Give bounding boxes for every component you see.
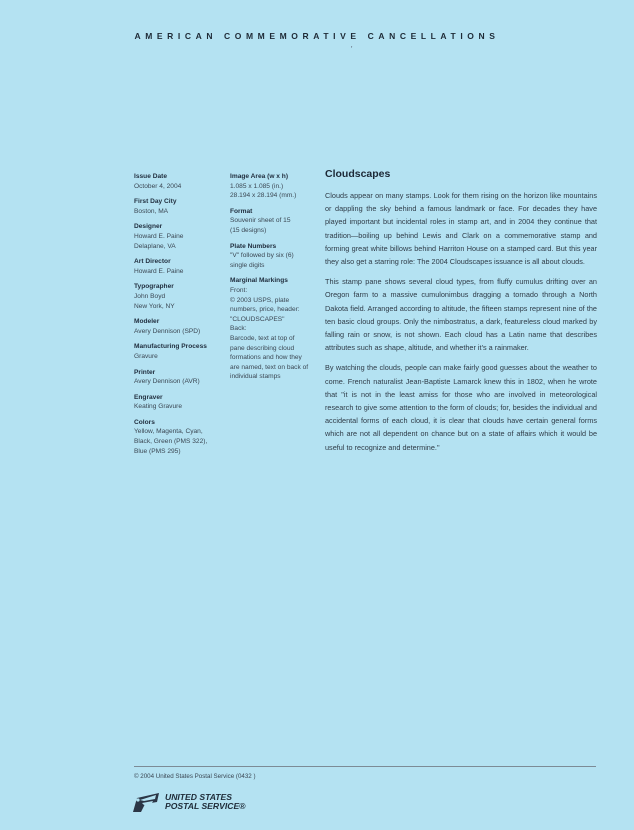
- spec-block: [134, 393, 226, 412]
- spec-label: Format: [230, 207, 253, 215]
- spec-block: [230, 242, 312, 271]
- spec-value: © 2003 USPS, plate: [230, 296, 290, 304]
- spec-value: Boston, MA: [134, 207, 169, 215]
- usps-logo: [131, 790, 246, 814]
- spec-block: [134, 282, 226, 311]
- spec-value: "CLOUDSCAPES": [230, 315, 285, 323]
- spec-label: Typographer: [134, 283, 174, 291]
- spec-label: Designer: [134, 223, 163, 231]
- spec-value: Avery Dennison (AVR): [134, 378, 200, 386]
- spec-value: (15 designs): [230, 226, 267, 234]
- article-paragraph: This stamp pane shows several cloud types, from fluffy cumulus drifting over an Oregon farm to a massive cumulonimbus dragging a tornado through a North Dakota field. Arranged according to altitude, the fifteen stamps represent nine of the ten basic cloud groups. Only the nimbostratus, a dark, featureless cloud marked by falling rain or snow, is not shown. Each cloud has a Latin name that describes attributes such as shape, altitude, and whether it's a rainmaker.: [325, 277, 597, 353]
- spec-block: [230, 172, 312, 201]
- spec-value: single digits: [230, 261, 265, 269]
- copyright-notice: © 2004 United States Postal Service (0432 ): [134, 773, 256, 780]
- spec-block: [134, 222, 226, 251]
- spec-value: Howard E. Paine: [134, 232, 184, 240]
- spec-label: Issue Date: [134, 173, 167, 180]
- specs-left-column: [134, 172, 226, 462]
- spec-label: Modeler: [134, 318, 160, 326]
- spec-block: [134, 317, 226, 336]
- article-paragraph: By watching the clouds, people can make fairly good guesses about the weather to come. French naturalist Jean-Baptiste Lamarck knew this in 1802, when he wrote that "it is not in the least amiss for those who are involved in meteorological research to give some attention to the form of clouds; for, besides the individual and accidental forms of each cloud, it is clear that clouds have certain general forms which are not all dependent on chance but on a state of affairs which it would be useful to recognize and determine.": [325, 363, 597, 452]
- spec-block: [230, 276, 312, 382]
- spec-value: John Boyd: [134, 292, 166, 300]
- spec-label: First Day City: [134, 198, 177, 206]
- spec-value: Howard E. Paine: [134, 267, 184, 275]
- spec-value: are named, text on back of: [230, 363, 309, 371]
- spec-value: 1.085 x 1.085 (in.): [230, 182, 284, 190]
- spec-value: New York, NY: [134, 302, 175, 310]
- spec-label: Plate Numbers: [230, 242, 277, 250]
- spec-value: individual stamps: [230, 373, 281, 381]
- spec-block: [134, 418, 226, 456]
- footer-divider: [134, 766, 596, 767]
- article-paragraph: Clouds appear on many stamps. Look for them rising on the horizon like mountains or dappling the sky behind a famous landmark or face. For decades they have played important but incidental roles in stamp art, and in 2004 they continue that tradition—boiling up behind Lewis and Clark on a commemorative stamp and forming great white billows behind Harriton House on a stamped card. But this year they also get a starring role: The 2004 Cloudscapes issuance is all about clouds.: [325, 191, 597, 267]
- series-title: AMERICAN COMMEMORATIVE CANCELLATIONS: [134, 31, 500, 41]
- spec-value: October 4, 2004: [134, 182, 182, 190]
- spec-value: Keating Gravure: [134, 403, 183, 411]
- spec-label: Colors: [134, 418, 155, 426]
- spec-value: Black, Green (PMS 322),: [134, 438, 208, 446]
- spec-block: [230, 207, 312, 236]
- specs-right-column: [230, 172, 312, 388]
- spec-label: Marginal Markings: [230, 277, 288, 285]
- spec-value: Back:: [230, 325, 247, 333]
- logo-line-1: UNITED STATES: [165, 792, 232, 802]
- eagle-icon: [131, 790, 161, 814]
- article: [325, 168, 597, 461]
- spec-value: "V" followed by six (6): [230, 252, 294, 260]
- spec-value: Souvenir sheet of 15: [230, 217, 291, 225]
- spec-label: Image Area (w x h): [230, 173, 289, 180]
- spec-label: Printer: [134, 368, 156, 376]
- spec-value: Avery Dennison (SPD): [134, 327, 201, 335]
- spec-value: 28.194 x 28.194 (mm.): [230, 192, 297, 200]
- spec-value: formations and how they: [230, 354, 302, 362]
- spec-value: Barcode, text at top of: [230, 334, 295, 342]
- spec-block: [134, 197, 226, 216]
- logo-line-2: POSTAL SERVICE®: [165, 801, 246, 811]
- spec-value: pane describing cloud: [230, 344, 295, 352]
- usps-wordmark: [165, 793, 246, 811]
- spec-value: Blue (PMS 295): [134, 447, 181, 455]
- spec-block: [134, 257, 226, 276]
- spec-block: [134, 368, 226, 387]
- spec-value: numbers, price, header:: [230, 306, 300, 314]
- spec-label: Art Director: [134, 258, 171, 266]
- tick-mark: ′: [351, 46, 353, 53]
- article-title: Cloudscapes: [325, 168, 391, 180]
- spec-block: [134, 172, 226, 191]
- spec-value: Gravure: [134, 352, 158, 360]
- spec-value: Front:: [230, 286, 248, 294]
- spec-value: Yellow, Magenta, Cyan,: [134, 428, 203, 436]
- spec-value: Delaplane, VA: [134, 242, 176, 250]
- spec-label: Engraver: [134, 393, 163, 401]
- spec-block: [134, 342, 226, 361]
- spec-label: Manufacturing Process: [134, 343, 207, 351]
